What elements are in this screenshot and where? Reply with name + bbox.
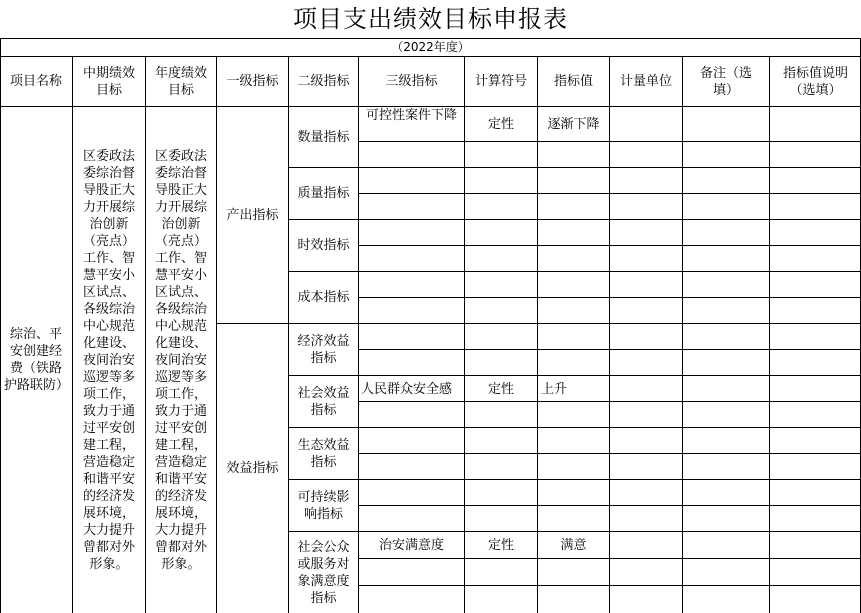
grid-vline	[145, 56, 146, 613]
header-level3: 三级指标	[385, 74, 438, 89]
grid-hline	[288, 271, 861, 272]
grid-hline	[358, 558, 861, 559]
header-value-note: 指标值说明（选填）	[782, 65, 848, 98]
level2-economic: 经济效益指标	[297, 333, 350, 366]
header-annual-goal: 年度绩效目标	[154, 65, 207, 98]
mid-term-goal: 区委政法委综治督导股正大力开展综治创新（亮点）工作、智慧平安小区试点、各级综治中心规范化建设、夜间治安巡逻等多项工作，致力于通过平安创建工程，营造稳定和谐平安的经济发展环境，大力提升曾都对外形象。	[82, 148, 135, 572]
grid-vline	[288, 56, 289, 613]
indicator-satisfaction-name: 治安满意度	[378, 538, 444, 553]
header-remark: 备注（选填）	[699, 65, 752, 98]
level2-cost: 成本指标	[297, 290, 350, 305]
header-value: 指标值	[553, 74, 593, 89]
grid-vline	[609, 56, 610, 613]
level2-quality: 质量指标	[297, 186, 350, 201]
grid-hline	[288, 219, 861, 220]
level2-timeliness: 时效指标	[297, 238, 350, 253]
indicator-satisfaction-symbol: 定性	[487, 538, 514, 553]
annual-goal: 区委政法委综治督导股正大力开展综治创新（亮点）工作、智慧平安小区试点、各级综治中心规范化建设、夜间治安巡逻等多项工作，致力于通过平安创建工程，营造稳定和谐平安的经济发展环境，大力提升曾都对外形象。	[154, 148, 207, 572]
grid-hline	[288, 479, 861, 480]
level2-social: 社会效益指标	[297, 385, 350, 418]
grid-hline	[288, 375, 861, 376]
grid-hline	[358, 349, 861, 350]
grid-vline	[0, 38, 1, 613]
indicator-social-name: 人民群众安全感	[361, 381, 453, 397]
header-unit: 计量单位	[619, 74, 672, 89]
grid-vline	[216, 56, 217, 613]
indicator-quantity-value: 逐渐下降	[547, 116, 600, 132]
indicator-quantity-name: 可控性案件下降	[365, 108, 457, 123]
grid-hline	[358, 193, 861, 194]
grid-hline	[358, 505, 861, 506]
project-name: 综治、平安创建经费（铁路护路联防）	[4, 327, 70, 393]
grid-hline	[358, 297, 861, 298]
grid-hline	[358, 401, 861, 402]
grid-hline	[358, 453, 861, 454]
grid-hline	[288, 531, 861, 532]
indicator-quantity-symbol: 定性	[487, 116, 514, 132]
header-mid-goal: 中期绩效目标	[82, 65, 135, 98]
grid-vline	[358, 56, 359, 613]
grid-hline	[358, 585, 861, 586]
grid-hline	[288, 167, 861, 168]
header-project-name: 项目名称	[9, 74, 62, 89]
grid-hline	[358, 245, 861, 246]
level1-benefit: 效益指标	[226, 461, 279, 476]
level2-quantity: 数量指标	[297, 129, 350, 145]
grid-hline	[358, 141, 861, 142]
grid-hline	[216, 323, 861, 324]
level1-output: 产出指标	[226, 207, 279, 223]
grid-hline	[0, 106, 861, 107]
level2-satisfaction: 社会公众或服务对象满意度指标	[297, 539, 350, 606]
grid-vline	[72, 56, 73, 613]
indicator-social-value: 上升	[541, 381, 568, 397]
sheet-title: 项目支出绩效目标申报表	[293, 4, 568, 33]
sheet-year: （2022年度）	[391, 39, 470, 54]
header-symbol: 计算符号	[474, 74, 527, 89]
grid-vline	[464, 56, 465, 613]
grid-vline	[682, 56, 683, 613]
level2-sustainable: 可持续影响指标	[297, 489, 350, 522]
header-level2: 二级指标	[297, 74, 350, 89]
indicator-satisfaction-value: 满意	[560, 538, 587, 553]
grid-hline	[0, 38, 861, 39]
level2-ecological: 生态效益指标	[297, 437, 350, 470]
grid-hline	[288, 427, 861, 428]
header-level1: 一级指标	[226, 74, 279, 89]
grid-vline	[769, 56, 770, 613]
indicator-social-symbol: 定性	[487, 381, 514, 397]
grid-vline	[537, 56, 538, 613]
grid-hline	[0, 56, 861, 57]
